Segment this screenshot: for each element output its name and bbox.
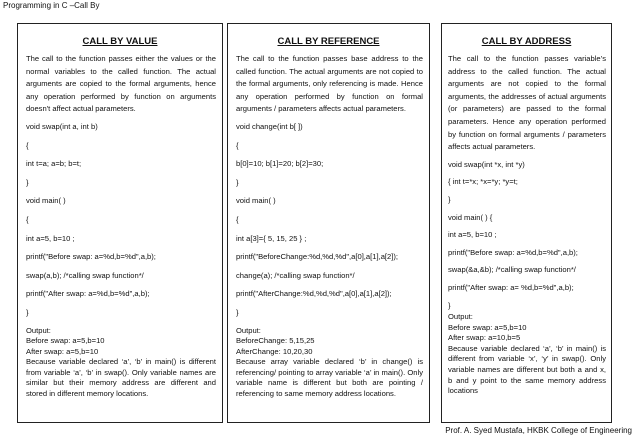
output-line: Before swap: a=5,b=10	[26, 336, 105, 346]
call-by-reference-panel	[227, 23, 430, 423]
header-text: Programming in C –Call By	[3, 1, 100, 10]
code-line: printf("Before swap: a=%d,b=%d",a,b);	[448, 247, 578, 257]
output-note: Because array variable declared ‘b’ in change() is referencing/ pointing to array variable ‘a’ in main(). Only variable name is different but both are pointing / referencing to same memory address locations.	[236, 357, 423, 399]
panel-title: CALL BY REFERENCE	[277, 36, 380, 47]
code-line: printf("Before swap: a=%d,b=%d",a,b);	[26, 252, 156, 262]
code-line: printf("After swap: a=%d,b=%d",a,b);	[26, 289, 150, 299]
output-label: Output:	[26, 325, 51, 335]
code-line: void change(int b[ ])	[236, 121, 303, 131]
code-line: printf("AfterChange:%d,%d,%d",a[0],a[1],a[2]);	[236, 289, 392, 299]
code-line: int a=5, b=10 ;	[26, 233, 75, 243]
code-line: int a=5, b=10 ;	[448, 230, 497, 240]
code-line: void main( )	[26, 196, 66, 206]
output-line: BeforeChange: 5,15,25	[236, 336, 315, 346]
footer-text: Prof. A. Syed Mustafa, HKBK College of Engineering	[445, 426, 632, 435]
code-line: }	[26, 177, 29, 187]
code-line: }	[448, 194, 451, 204]
output-block	[448, 312, 606, 397]
code-line: printf("After swap: a= %d,b=%d",a,b);	[448, 282, 574, 292]
panel-title: CALL BY VALUE	[82, 36, 158, 47]
output-line: After swap: a=5,b=10	[26, 346, 99, 356]
code-line: swap(a,b); /*calling swap function*/	[26, 270, 144, 280]
output-block	[26, 326, 216, 400]
output-label: Output:	[448, 312, 473, 322]
output-note: Because variable declared ‘a’, ‘b’ in main() is different from variable ‘x’, ‘y’ in swap(). Only variable names are different but both a and x, b and y point to the same memory address locations	[448, 343, 606, 396]
code-line: {	[236, 140, 239, 150]
code-line: swap(&a,&b); /*calling swap function*/	[448, 265, 576, 275]
code-line: void main( ) {	[448, 212, 493, 222]
code-line: printf("BeforeChange:%d,%d,%d",a[0],a[1],a[2]);	[236, 252, 398, 262]
code-line: {	[26, 214, 29, 224]
panel-description: The call to the function passes base address to the called function. The actual arguments are not copied to the formal arguments, only referencing is made. Hence any operation performed by function on formal arguments / parameters affects actual parameters.	[236, 54, 423, 114]
code-line: }	[236, 177, 239, 187]
code-line: int t=a; a=b; b=t;	[26, 159, 82, 169]
code-line: }	[236, 307, 239, 317]
panel-description: The call to the function passes either the values or the normal variables to the called function. The actual arguments are copied to the formal arguments, hence any operation performed by function on arguments doesn't affect actual parameters.	[26, 54, 216, 114]
code-line: {	[236, 214, 239, 224]
code-line: change(a); /*calling swap function*/	[236, 270, 355, 280]
call-by-value-panel	[17, 23, 223, 423]
code-line: {	[26, 140, 29, 150]
panel-description: The call to the function passes variable’s address to the called function. The actual arguments are not copied to the formal arguments, the addresses of actual arguments (or parameters) are passed to the formal parameters. Hence any operation performed by function on formal arguments / parameters affects actual parameters.	[448, 54, 606, 152]
code-line: void swap(int *x, int *y)	[448, 159, 525, 169]
code-line: b[0]=10; b[1]=20; b[2]=30;	[236, 159, 324, 169]
code-line: void main( )	[236, 196, 276, 206]
panel-title: CALL BY ADDRESS	[481, 36, 572, 47]
output-line: AfterChange: 10,20,30	[236, 346, 313, 356]
code-line: void swap(int a, int b)	[26, 121, 98, 131]
output-note: Because variable declared ‘a’, ‘b’ in main() is different from variable ‘a’, ‘b’ in swap(). Only variable names are similar but their memory address are different and stored in different memory locations.	[26, 357, 216, 399]
output-block	[236, 326, 423, 400]
code-line: }	[26, 307, 29, 317]
code-line: int a[3]={ 5, 15, 25 } ;	[236, 233, 307, 243]
code-line: }	[448, 300, 451, 310]
code-line: { int t=*x; *x=*y; *y=t;	[448, 177, 518, 187]
call-by-address-panel	[441, 23, 612, 423]
output-label: Output:	[236, 325, 261, 335]
output-line: Before swap: a=5,b=10	[448, 322, 527, 332]
output-line: After swap: a=10,b=5	[448, 333, 521, 343]
